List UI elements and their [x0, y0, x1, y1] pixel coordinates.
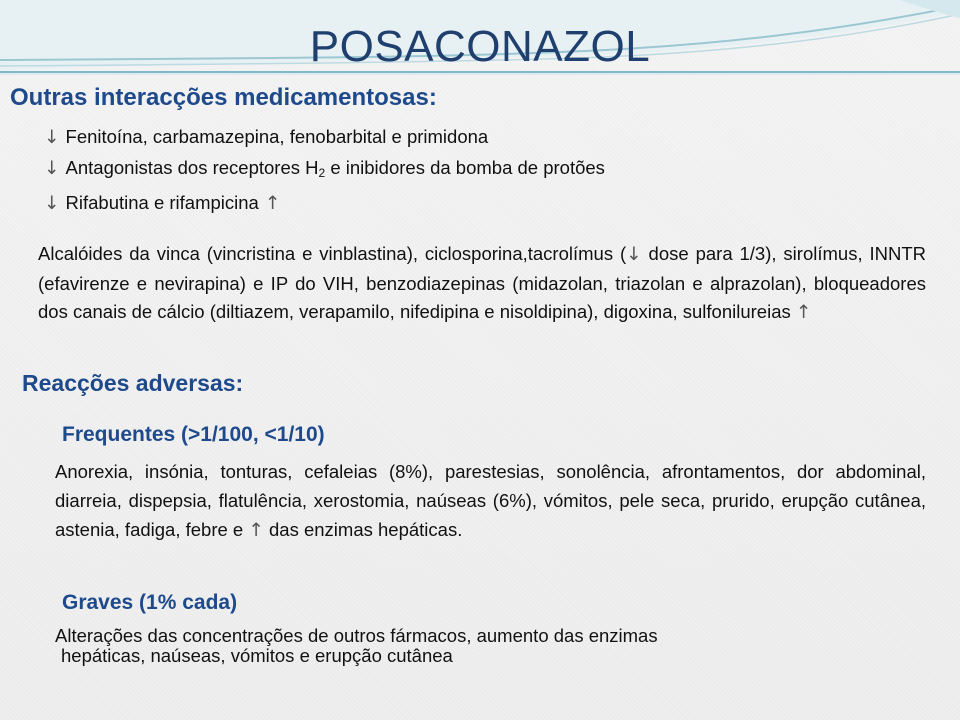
list-item-text: Fenitoína, carbamazepina, fenobarbital e primidona	[65, 126, 489, 147]
subheading-severe: Graves (1% cada)	[62, 591, 238, 614]
arrow-up-icon: ↑	[795, 302, 812, 323]
interaction-paragraph: Alcalóides da vinca (vincristina e vinblastina), ciclosporina,tacrolímus (↓ dose para 1/3), sirolímus, INNTR (efavirenze e nevirapina) e IP do VIH, benzodiazepinas (midazolan, triazolan e alprazolan), bloqueadores dos canais de cálcio (diltiazem, verapamilo, nifedipina e nisoldipina), digoxina, sulfonilureias ↑	[38, 243, 927, 323]
list-item	[44, 153, 605, 188]
slide-title: POSACONAZOL	[309, 22, 651, 71]
arrow-down-icon: ↓	[44, 193, 60, 214]
subheading-frequent: Frequentes (>1/100, <1/10)	[62, 423, 325, 446]
list-item	[44, 122, 605, 153]
section-heading-adverse: Reacções adversas:	[22, 370, 244, 396]
arrow-up-icon: ↑	[248, 520, 264, 541]
arrow-down-icon: ↓	[44, 158, 60, 179]
list-item	[44, 188, 605, 219]
interaction-list	[44, 122, 605, 219]
section-heading-interactions: Outras interacções medicamentosas:	[10, 84, 437, 111]
list-item-text: Rifabutina e rifampicina	[65, 192, 259, 213]
arrow-down-icon: ↓	[44, 127, 60, 148]
frequent-paragraph: Anorexia, insónia, tonturas, cefaleias (8%), parestesias, sonolência, afrontamentos, dor abdominal, diarreia, dispepsia, flatulência, xerostomia, naúseas (6%), vómitos, pele seca, prurido, erupção cutânea, astenia, fadiga, febre e ↑ das enzimas hepáticas.	[55, 461, 926, 541]
arrow-down-icon: ↓	[626, 244, 642, 265]
arrow-up-icon: ↑	[264, 193, 281, 214]
list-item-text: Antagonistas dos receptores $H_2$ e inibidores da bomba de protões	[65, 157, 605, 180]
severe-paragraph: Alterações das concentrações de outros fármacos, aumento das enzimas hepáticas, naúseas, vómitos e erupção cutânea	[55, 625, 658, 666]
